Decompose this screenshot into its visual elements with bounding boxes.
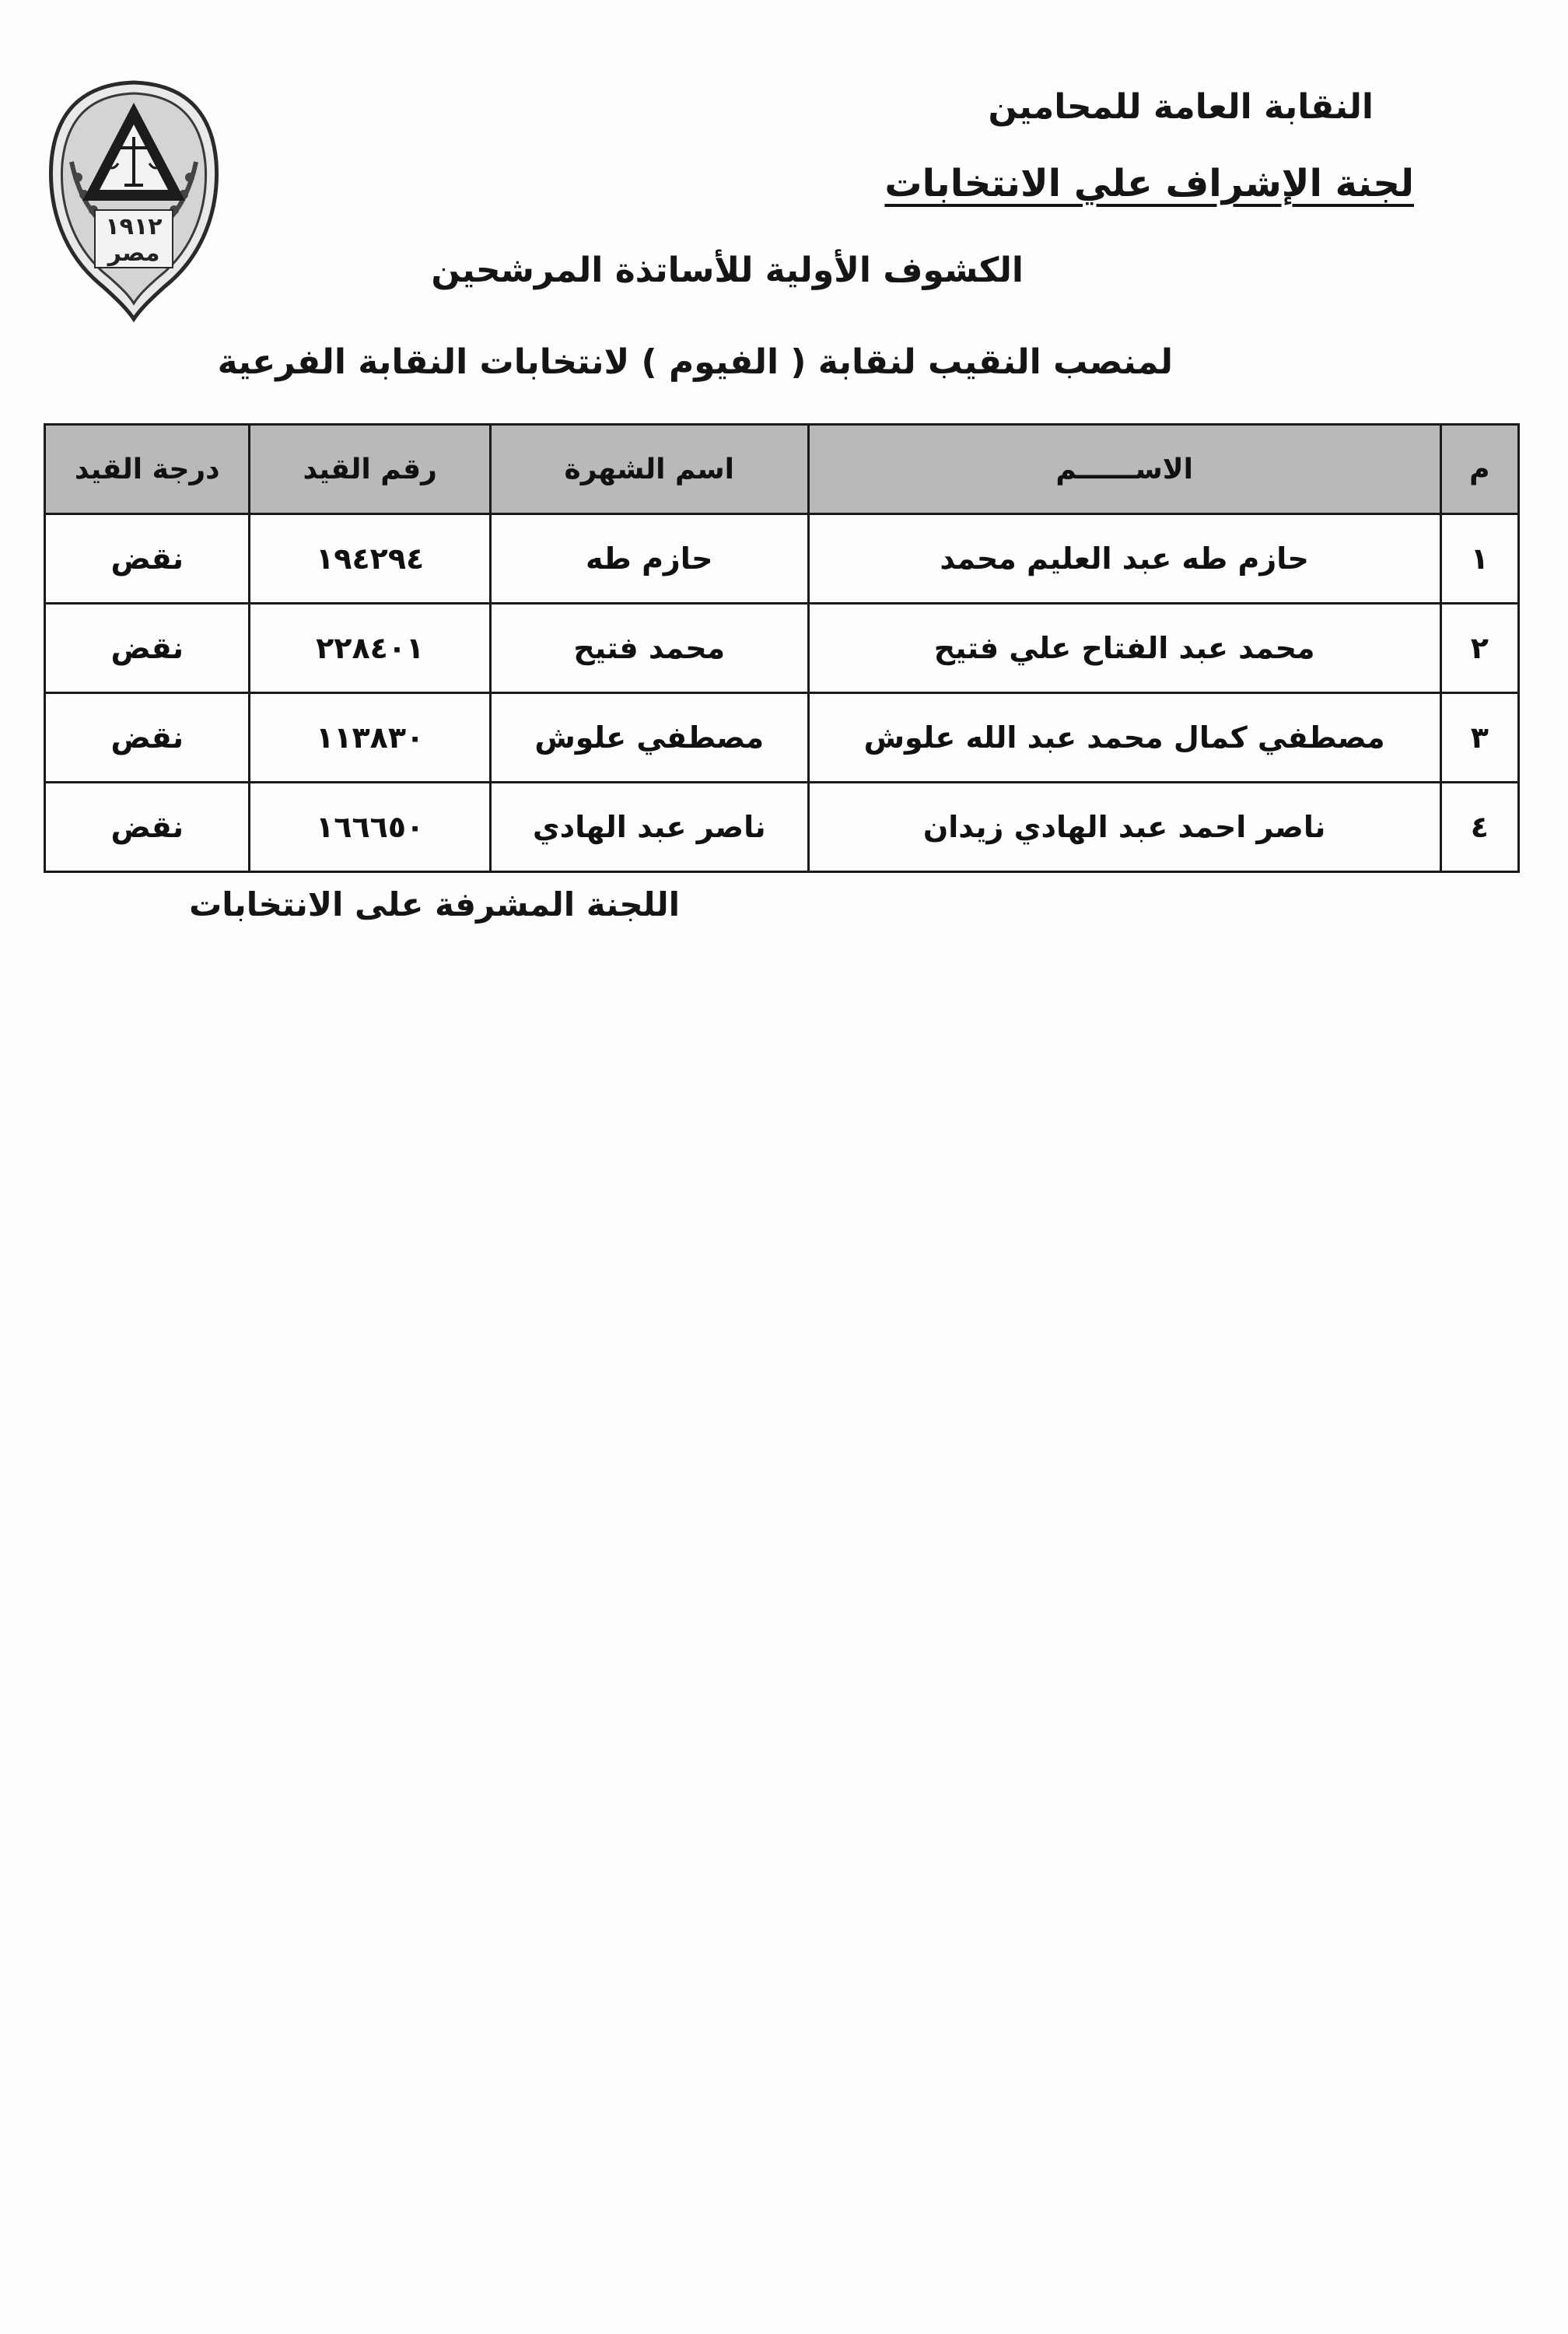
cell-name: مصطفي كمال محمد عبد الله علوش — [808, 693, 1440, 783]
logo-country: مصر — [107, 240, 160, 267]
cell-registration-grade: نقض — [45, 783, 250, 872]
cell-registration-grade: نقض — [45, 604, 250, 693]
candidates-table — [44, 423, 1520, 873]
cell-registration-grade: نقض — [45, 514, 250, 604]
supervising-committee-signature: اللجنة المشرفة على الانتخابات — [189, 885, 680, 923]
cell-number: ٤ — [1440, 783, 1518, 872]
cell-registration-number: ١٦٦٦٥٠ — [250, 783, 490, 872]
header-registration-grade: درجة القيد — [45, 425, 250, 514]
cell-known-as: ناصر عبد الهادي — [490, 783, 808, 872]
table-row — [45, 514, 1519, 604]
table-row — [45, 783, 1519, 872]
cell-registration-grade: نقض — [45, 693, 250, 783]
cell-name: محمد عبد الفتاح علي فتيح — [808, 604, 1440, 693]
cell-registration-number: ١٩٤٢٩٤ — [250, 514, 490, 604]
table-header-row — [45, 425, 1519, 514]
logo-year: ١٩١٢ — [105, 213, 163, 240]
list-title: الكشوف الأولية للأساتذة المرشحين — [431, 251, 1024, 290]
committee-name: لجنة الإشراف علي الانتخابات — [884, 162, 1414, 205]
cell-known-as: حازم طه — [490, 514, 808, 604]
header-known-as: اسم الشهرة — [490, 425, 808, 514]
list-subtitle: لمنصب النقيب لنقابة ( الفيوم ) لانتخابات النقابة الفرعية — [217, 342, 1173, 382]
cell-name: ناصر احمد عبد الهادي زيدان — [808, 783, 1440, 872]
cell-known-as: محمد فتيح — [490, 604, 808, 693]
cell-known-as: مصطفي علوش — [490, 693, 808, 783]
cell-number: ٢ — [1440, 604, 1518, 693]
cell-number: ١ — [1440, 514, 1518, 604]
organization-name: النقابة العامة للمحامين — [988, 87, 1374, 127]
table-row — [45, 693, 1519, 783]
header-number: م — [1440, 425, 1518, 514]
cell-registration-number: ١١٣٨٣٠ — [250, 693, 490, 783]
cell-registration-number: ٢٢٨٤٠١ — [250, 604, 490, 693]
cell-number: ٣ — [1440, 693, 1518, 783]
header-registration-number: رقم القيد — [250, 425, 490, 514]
cell-name: حازم طه عبد العليم محمد — [808, 514, 1440, 604]
bar-association-emblem-icon — [40, 76, 227, 325]
table-row — [45, 604, 1519, 693]
header-name: الاســــــم — [808, 425, 1440, 514]
